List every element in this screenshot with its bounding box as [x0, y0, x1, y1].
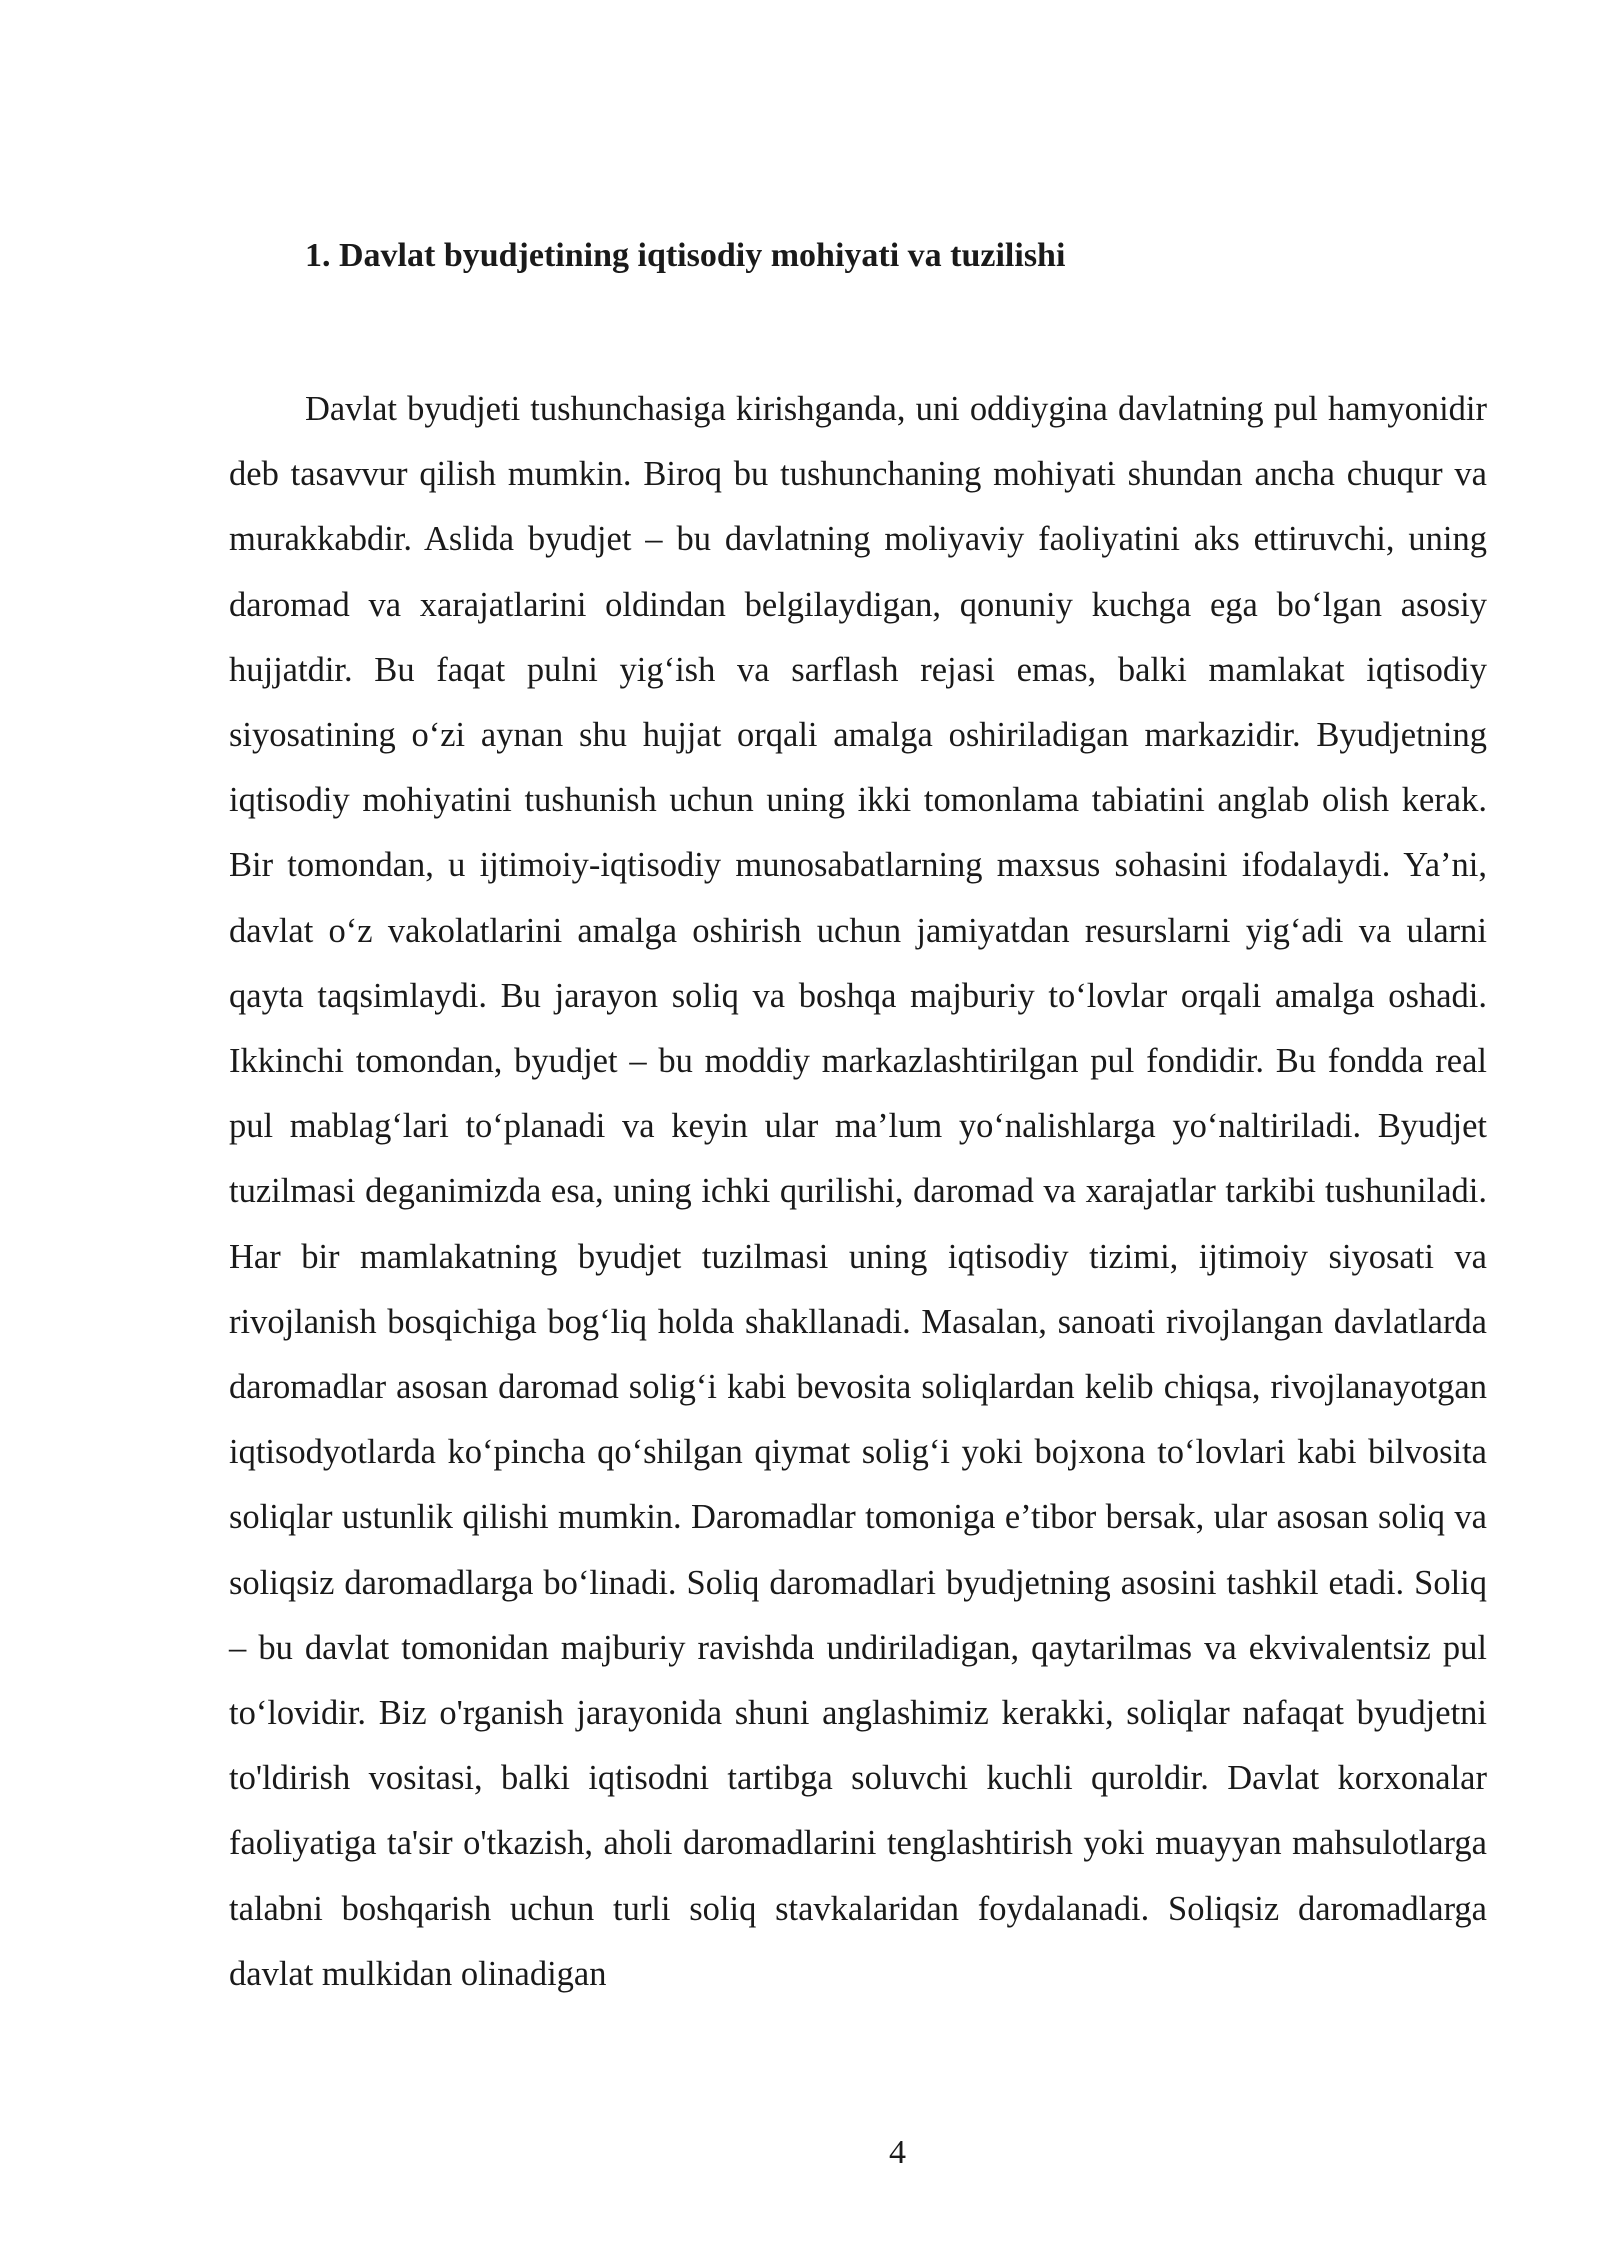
section-heading: 1. Davlat byudjetining iqtisodiy mohiyati va tuzilishi [305, 237, 1066, 274]
body-paragraph: Davlat byudjeti tushunchasiga kirishganda, uni oddiygina davlatning pul hamyonidir deb tasavvur qilish mumkin. Biroq bu tushunchaning mohiyati shundan ancha chuqur va murakkabdir. Aslida byudjet – bu davlatning moliyaviy faoliyatini aks ettiruvchi, uning daromad va xarajatlarini oldindan belgilaydigan, qonuniy kuchga ega bo‘lgan asosiy hujjatdir. Bu faqat pulni yig‘ish va sarflash rejasi emas, balki mamlakat iqtisodiy siyosatining o‘zi aynan shu hujjat orqali amalga oshiriladigan markazidir. Byudjetning iqtisodiy mohiyatini tushunish uchun uning ikki tomonlama tabiatini anglab olish kerak. Bir tomondan, u ijtimoiy-iqtisodiy munosabatlarning maxsus sohasini ifodalaydi. Ya’ni, davlat o‘z vakolatlarini amalga oshirish uchun jamiyatdan resurslarni yig‘adi va ularni qayta taqsimlaydi. Bu jarayon soliq va boshqa majburiy to‘lovlar orqali amalga oshadi. Ikkinchi tomondan, byudjet – bu moddiy markazlashtirilgan pul fondidir. Bu fondda real pul mablag‘lari to‘planadi va keyin ular ma’lum yo‘nalishlarga yo‘naltiriladi. Byudjet tuzilmasi deganimizda esa, uning ichki qurilishi, daromad va xarajatlar tarkibi tushuniladi. Har bir mamlakatning byudjet tuzilmasi uning iqtisodiy tizimi, ijtimoiy siyosati va rivojlanish bosqichiga bog‘liq holda shakllanadi. Masalan, sanoati rivojlangan davlatlarda daromadlar asosan daromad solig‘i kabi bevosita soliqlardan kelib chiqsa, rivojlanayotgan iqtisodyotlarda ko‘pincha qo‘shilgan qiymat solig‘i yoki bojxona to‘lovlari kabi bilvosita soliqlar ustunlik qilishi mumkin. Daromadlar tomoniga e’tibor bersak, ular asosan soliq va soliqsiz daromadlarga bo‘linadi. Soliq daromadlari byudjetning asosini tashkil etadi. Soliq – bu davlat tomonidan majburiy ravishda undiriladigan, qaytarilmas va ekvivalentsiz pul to‘lovidir. Biz o'rganish jarayonida shuni anglashimiz kerakki, soliqlar nafaqat byudjetni to'ldirish vositasi, balki iqtisodni tartibga soluvchi kuchli quroldir. Davlat korxonalar faoliyatiga ta'sir o'tkazish, aholi daromadlarini tenglashtirish yoki muayyan mahsulotlarga talabni boshqarish uchun turli soliq stavkalaridan foydalanadi. Soliqsiz daromadlarga davlat mulkidan olinadigan [229, 390, 1487, 1993]
page-number: 4 [889, 2134, 906, 2171]
